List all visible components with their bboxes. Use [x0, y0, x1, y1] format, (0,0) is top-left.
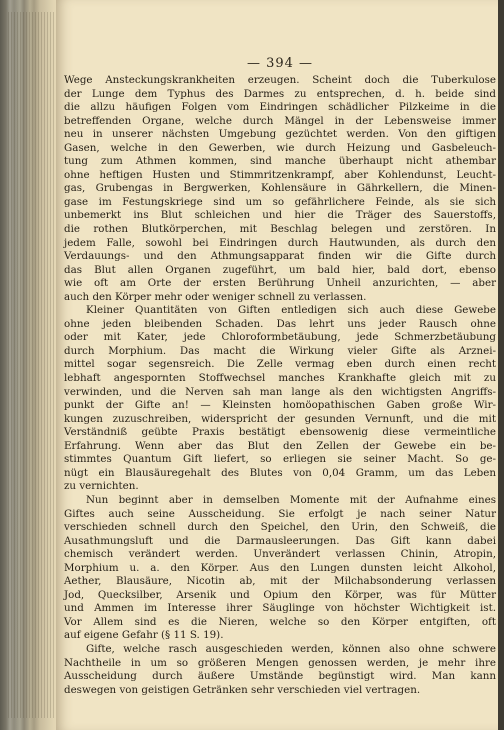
text-line: ohne heftigen Husten und Stimmritzenkrampf, aber Kohlendunst, Leucht- — [64, 168, 496, 181]
text-line: zu vernichten. — [64, 480, 139, 493]
text-line: auch den Körper mehr oder weniger schnell zu verlassen. — [64, 290, 367, 303]
text-line: Giftes auch seine Ausscheidung. Sie erfolgt je nach seiner Natur — [64, 507, 496, 520]
text-line: Verständniß geübte Praxis bestätigt ebensowenig diese vermeintliche — [64, 426, 496, 439]
text-line: das Blut allen Organen zugeführt, um bald hier, bald dort, ebenso — [64, 263, 496, 276]
text-line: oder mit Kater, jede Chloroformbetäubung, jede Schmerzbetäubung — [64, 331, 496, 344]
text-line: Vor Allem sind es die Nieren, welche so den Körper entgiften, oft — [64, 615, 496, 628]
text-line: verschieden schnell durch den Speichel, den Urin, den Schweiß, die — [64, 521, 496, 534]
text-line: neu in unserer nächsten Umgebung gezüchtet werden. Von den giftigen — [64, 128, 496, 141]
text-line: Aether, Blausäure, Nicotin ab, mit der Milchabsonderung verlassen — [64, 575, 496, 588]
text-line: Erfahrung. Wenn aber das Blut den Zellen der Gewebe ein be- — [64, 439, 496, 452]
text-line: wie oft am Orte der ersten Berührung Unheil anzurichten, — aber — [64, 277, 496, 290]
text-line: betreffenden Organe, welche durch Mängel in der Lebensweise immer — [64, 114, 496, 127]
text-line: Nun beginnt aber in demselben Momente mit der Aufnahme eines — [86, 493, 496, 506]
text-line: und Ammen im Interesse ihrer Säuglinge von höchster Wichtigkeit ist. — [64, 602, 496, 615]
text-line: deswegen von geistigen Getränken sehr verschieden viel vertragen. — [64, 683, 421, 696]
text-line: unbemerkt ins Blut schleichen und hier die Träger des Sauerstoffs, — [64, 209, 496, 222]
text-line: stimmtes Quantum Gift liefert, so erliegen sie seiner Macht. So ge- — [64, 453, 496, 466]
text-line: Morphium u. a. den Körper. Aus den Lungen dunsten leicht Alkohol, — [64, 561, 496, 574]
text-line: lebhaft angespornten Stoffwechsel manches Krankhafte gleich mit zu — [64, 372, 496, 385]
text-line: mittel sogar segensreich. Die Zelle vermag eben durch einen recht — [64, 358, 496, 371]
body-text — [64, 74, 496, 697]
text-line: Ausathmungsluft und die Darmausleerungen. Das Gift kann dabei — [64, 534, 496, 547]
text-line: gas, Grubengas in Bergwerken, Kohlensäure in Gährkellern, die Minen- — [64, 182, 496, 195]
page-stack-edge — [8, 12, 54, 718]
text-line: tung zum Athmen kommen, sind manche überhaupt nicht athembar — [64, 155, 496, 168]
text-line: die rothen Blutkörperchen, mit Beschlag belegen und zerstören. In — [64, 223, 496, 236]
text-line: kungen zuzuschreiben, widerspricht der gesunden Vernunft, und die mit — [64, 412, 496, 425]
text-line: Kleiner Quantitäten von Giften entledigen sich auch diese Gewebe — [86, 304, 496, 317]
text-line: jedem Falle, sowohl bei Eindringen durch Hautwunden, als durch den — [64, 236, 496, 249]
text-line: Jod, Quecksilber, Arsenik und Opium den Körper, was für Mütter — [64, 588, 496, 601]
text-line: chemisch verändert werden. Unverändert verlassen Chinin, Atropin, — [64, 548, 496, 561]
page-number: — 394 — — [246, 56, 314, 71]
text-line: Gifte, welche rasch ausgeschieden werden, können also ohne schwere — [86, 642, 496, 655]
text-line: Nachtheile in um so größeren Mengen genossen werden, je mehr ihre — [64, 656, 496, 669]
text-line: Verdauungs- und den Athmungsapparat finden wir die Gifte durch — [64, 250, 496, 263]
text-line: Gasen, welche in den Gewerben, wie durch Heizung und Gasbeleuch- — [64, 141, 496, 154]
text-line: verwinden, und die Nerven sah man lange als den wichtigsten Angriffs- — [64, 385, 496, 398]
text-line: der Lunge dem Typhus des Darmes zu entsprechen, d. h. beide sind — [64, 87, 496, 100]
text-line: ohne jeden bleibenden Schaden. Das lehrt uns jeder Rausch ohne — [64, 317, 496, 330]
text-line: durch Morphium. Das macht die Wirkung vieler Gifte als Arznei- — [64, 344, 496, 357]
text-line: die allzu häufigen Folgen vom Eindringen schädlicher Pilzkeime in die — [64, 101, 496, 114]
text-line: gase im Festungskriege sind um so gefährlichere Feinde, als sie sich — [64, 195, 496, 208]
text-line: nügt ein Blausäuregehalt des Blutes von 0,04 Gramm, um das Leben — [64, 466, 496, 479]
text-line: Wege Ansteckungskrankheiten erzeugen. Scheint doch die Tuberkulose — [64, 74, 496, 86]
text-line: punkt der Gifte an! — Kleinsten homöopathischen Gaben große Wir- — [64, 399, 496, 412]
text-line: auf eigene Gefahr (§ 11 S. 19). — [64, 629, 224, 642]
text-line: Ausscheidung durch äußere Umstände begünstigt wird. Man kann — [64, 670, 496, 683]
right-edge-shadow — [498, 0, 504, 730]
